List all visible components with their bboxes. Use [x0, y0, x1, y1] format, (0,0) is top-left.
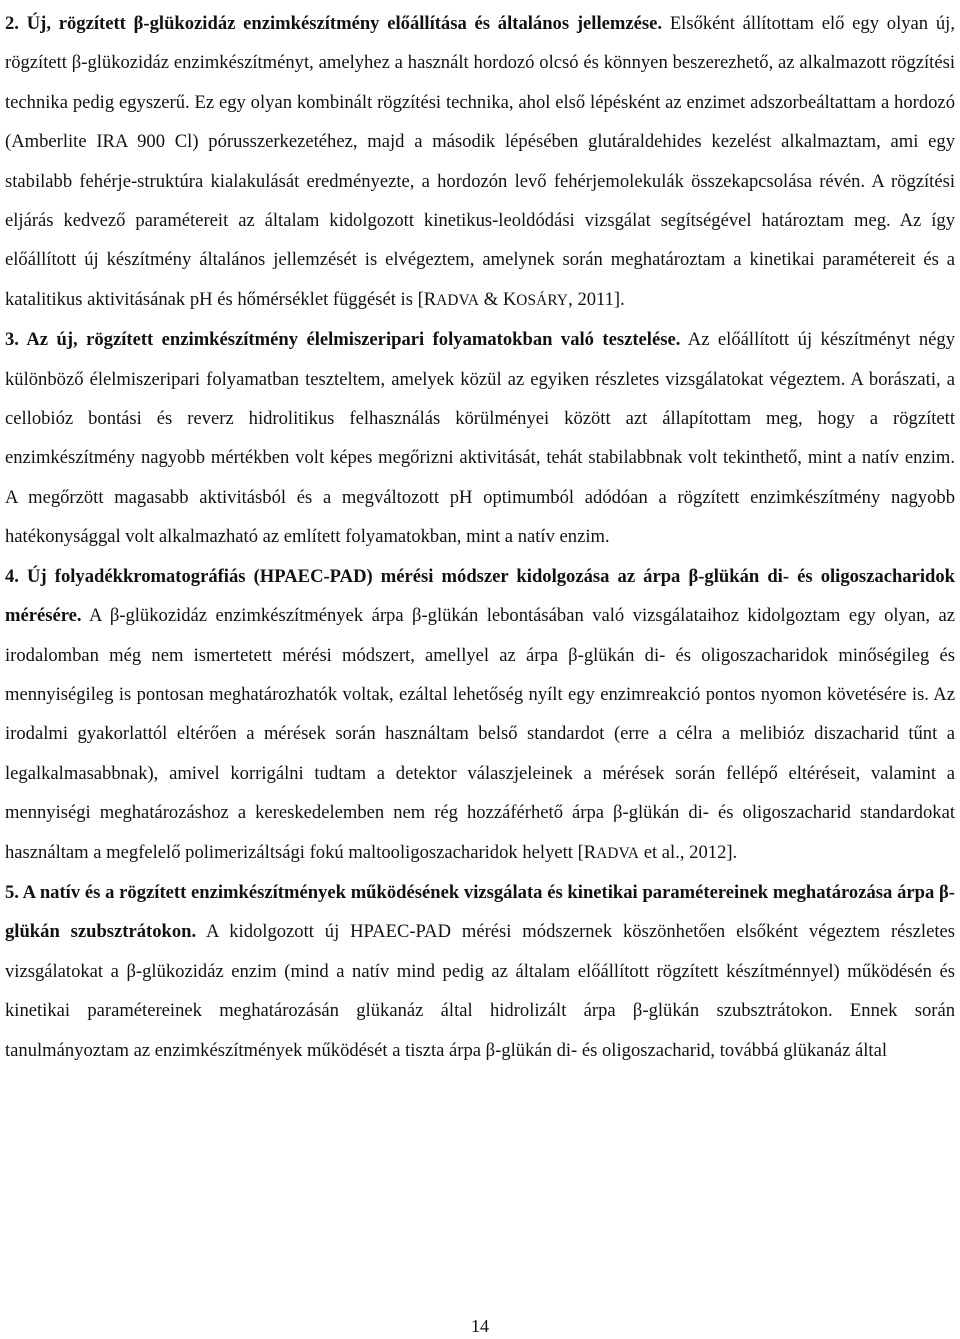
- document-page: [5, 4, 955, 1070]
- section-4-paragraph: [5, 557, 955, 873]
- section-2-body: Elsőként állítottam elő egy olyan új, rögzített β-glükozidáz enzimkészítményt, amelyhez a használt hordozó olcsó és könnyen beszerezhető, az alkalmazott rögzítési technika pedig egyszerű. Ez egy olyan kombinált rögzítési technika, ahol első lépésként az enzimet adszorbeáltattam a hordozó (Amberlite IRA 900 Cl) pórusszerkezetéhez, majd a második lépésében glutáraldehides kezelést alkalmaztam, ami egy stabilabb fehérje-struktúra kialakulását eredményezte, a hordozón levő fehérjemolekulák összekapcsolása révén. A rögzítési eljárás kedvező paramétereit az általam kidolgozott kinetikus-leoldódási vizsgálat segítségével határoztam meg. Az így előállított új készítmény általános jellemzését is elvégeztem, amelynek során meghatároztam a kinetikai paramétereit és a katalitikus aktivitásának pH és hőmérséklet függését is [: [5, 13, 955, 310]
- section-3-body: Az előállított új készítményt négy különböző élelmiszeripari folyamatban teszteltem, amelyek közül az egyiken részletes vizsgálatokat végeztem. A borászati, a cellobióz bontási és reverz hidrolitikus felhasználás körülményei között azt állapítottam meg, hogy a rögzített enzimkészítmény nagyobb mértékben volt képes megőrizni aktivitását, tehát stabilabbnak volt tekinthető, mint a natív enzim. A megőrzött magasabb aktivitásból és a megváltozott pH optimumból adódóan a rögzített enzimkészítmény nagyobb hatékonysággal volt alkalmazható az említett folyamatokban, mint a natív enzim.: [5, 329, 955, 548]
- citation-author-initial: R: [423, 288, 437, 310]
- citation-coauthor-initial: K: [502, 288, 517, 310]
- citation-author-initial: R: [583, 841, 597, 863]
- section-5-paragraph: [5, 873, 955, 1070]
- citation-coauthor-rest: OSÁRY: [516, 291, 569, 309]
- section-2-heading: 2. Új, rögzített β-glükozidáz enzimkészítmény előállítása és általános jellemzése.: [5, 13, 663, 34]
- section-4-heading: 4. Új folyadékkromatográfiás (HPAEC-PAD) mérési módszer kidolgozása az árpa β-glükán di- és oligoszacharidok mérésére.: [5, 565, 955, 627]
- section-3-heading: 3. Az új, rögzített enzimkészítmény élelmiszeripari folyamatokban való tesztelése.: [5, 329, 681, 351]
- section-4-body: A β-glükozidáz enzimkészítmények árpa β-glükán lebontásában való vizsgálataihoz kidolgoztam egy olyan, az irodalomban még nem ismertetett mérési módszert, amellyel az árpa β-glükán di- és oligoszacharidok minőségileg és mennyiségileg is pontosan meghatározhatók voltak, ezáltal lehetőség nyílt egy enzimreakció pontos nyomon követésére is. Az irodalmi gyakorlattól eltérően a mérések során használtam belső standardot (erre a célra a melibióz diszacharid tűnt a legalkalmasabbnak), amivel korrigálni tudtam a detektor válaszjeleinek a mérések során fellépő eltéréseit, valamint a mennyiségi meghatározáshoz a kereskedelemben nem rég hozzáférhető árpa β-glükán di- és oligoszacharid standardokat használtam a megfelelő polimerizáltsági fokú maltooligoszacharidok helyett [: [5, 605, 955, 863]
- section-5-body: A kidolgozott új HPAEC-PAD mérési módszernek köszönhetően elsőként végeztem részletes vizsgálatokat a β-glükozidáz enzim (mind a natív mind pedig az általam előállított rögzített készítménnyel) működésén és kinetikai paramétereinek meghatározásán glükanáz által hidrolizált árpa β-glükán szubsztrátokon. Ennek során tanulmányoztam az enzimkészítmények működését a tiszta árpa β-glükán di- és oligoszacharid, továbbá glükanáz által: [5, 921, 955, 1061]
- citation-ampersand: &: [479, 288, 503, 310]
- page-number: 14: [471, 1316, 489, 1336]
- citation-year: et al., 2012].: [639, 841, 738, 863]
- section-2-paragraph: [5, 4, 955, 320]
- citation-year: , 2011].: [568, 288, 625, 310]
- section-3-paragraph: [5, 320, 955, 556]
- citation-author-rest: ADVA: [596, 844, 640, 862]
- citation-author-rest: ADVA: [436, 291, 480, 309]
- section-5-heading: 5. A natív és a rögzített enzimkészítmények működésének vizsgálata és kinetikai paramétereinek meghatározása árpa β-glükán szubsztrátokon.: [5, 881, 955, 943]
